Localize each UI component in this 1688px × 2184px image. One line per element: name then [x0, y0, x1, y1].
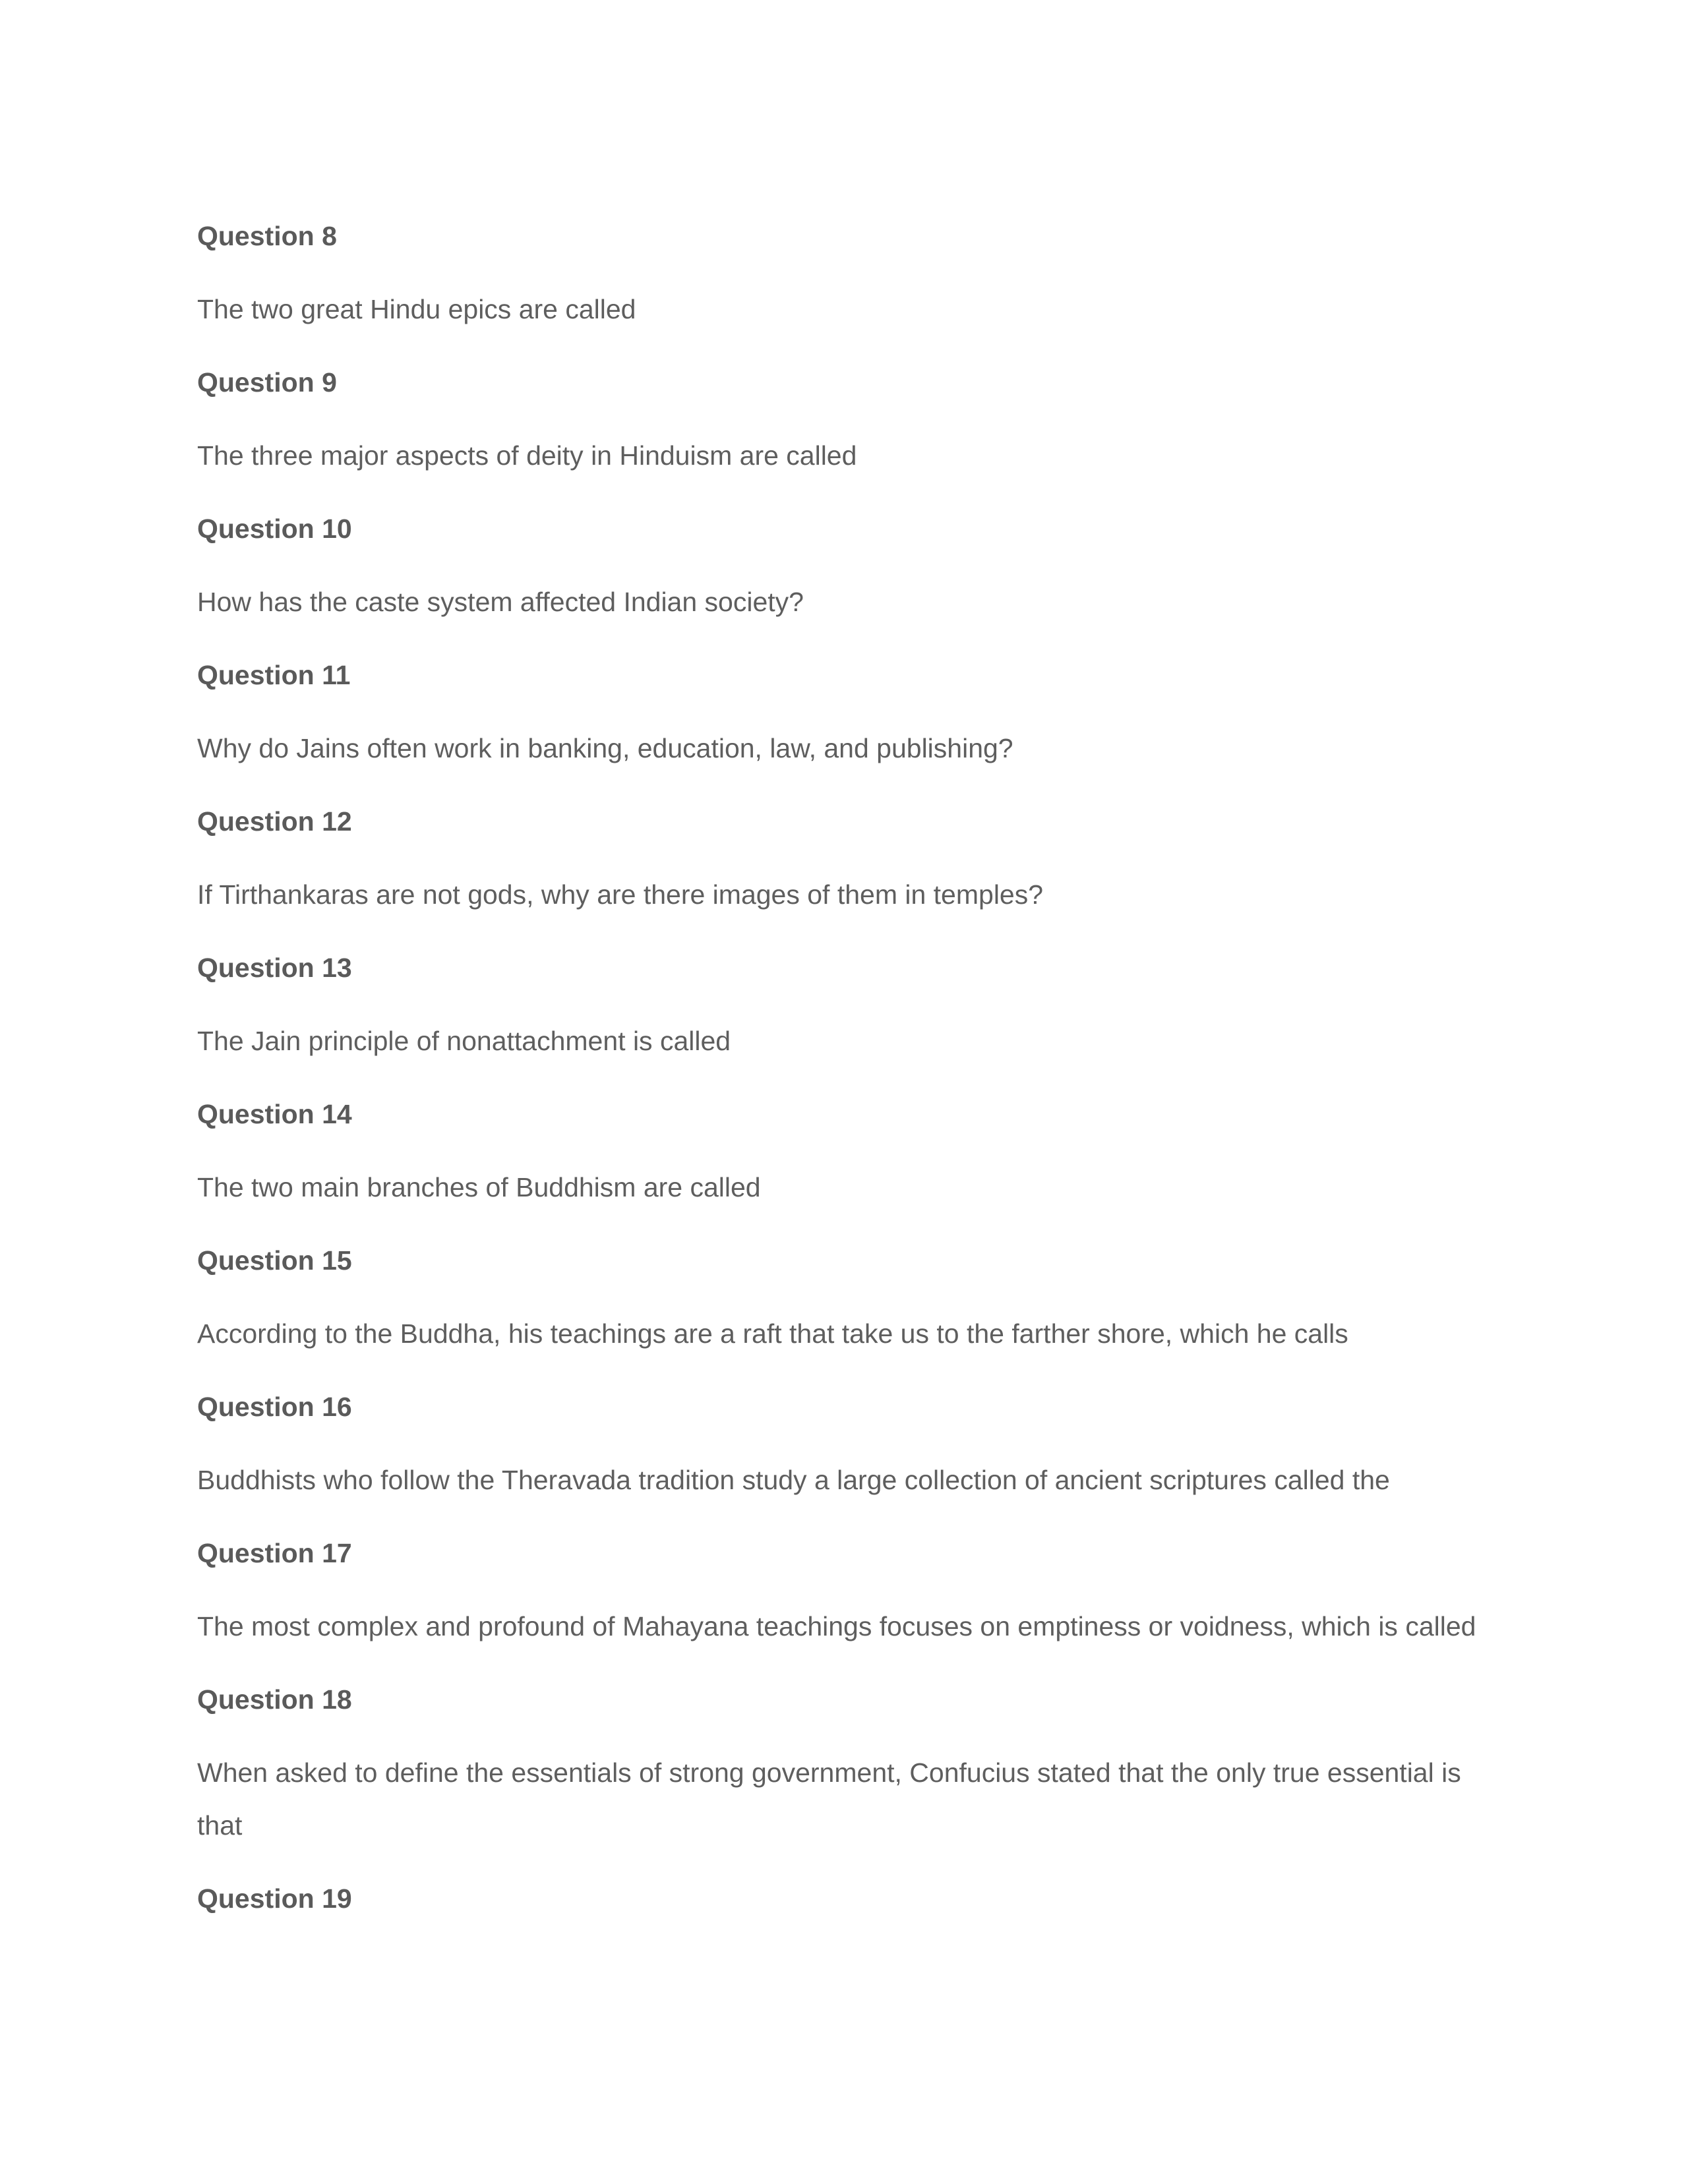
question-text: According to the Buddha, his teachings are a raft that take us to the farther shore, which he calls [197, 1318, 1348, 1349]
question-text: Why do Jains often work in banking, education, law, and publishing? [197, 733, 1013, 763]
question-heading: Question 8 [197, 221, 337, 251]
question-text: The two main branches of Buddhism are called [197, 1172, 761, 1202]
question-list [197, 210, 1503, 1945]
question-heading: Question 9 [197, 367, 337, 398]
question-heading: Question 10 [197, 514, 352, 544]
question-heading: Question 12 [197, 806, 352, 837]
question-heading: Question 16 [197, 1392, 352, 1422]
question-heading: Question 17 [197, 1538, 352, 1568]
question-text: When asked to define the essentials of strong government, Confucius stated that the only true essential is that [197, 1757, 1461, 1841]
question-text: The three major aspects of deity in Hinduism are called [197, 440, 857, 471]
question-text: The Jain principle of nonattachment is called [197, 1026, 731, 1056]
question-text: Buddhists who follow the Theravada tradition study a large collection of ancient scriptures called the [197, 1465, 1390, 1495]
question-heading: Question 18 [197, 1684, 352, 1715]
question-text: If Tirthankaras are not gods, why are there images of them in temples? [197, 879, 1044, 910]
question-heading: Question 19 [197, 1883, 352, 1914]
question-text: The most complex and profound of Mahayana teachings focuses on emptiness or voidness, which is called [197, 1611, 1476, 1641]
question-heading: Question 14 [197, 1099, 352, 1129]
question-heading: Question 15 [197, 1245, 352, 1276]
question-heading: Question 13 [197, 953, 352, 983]
question-heading: Question 11 [197, 660, 351, 690]
question-text: The two great Hindu epics are called [197, 294, 636, 324]
question-text: How has the caste system affected Indian society? [197, 587, 804, 617]
